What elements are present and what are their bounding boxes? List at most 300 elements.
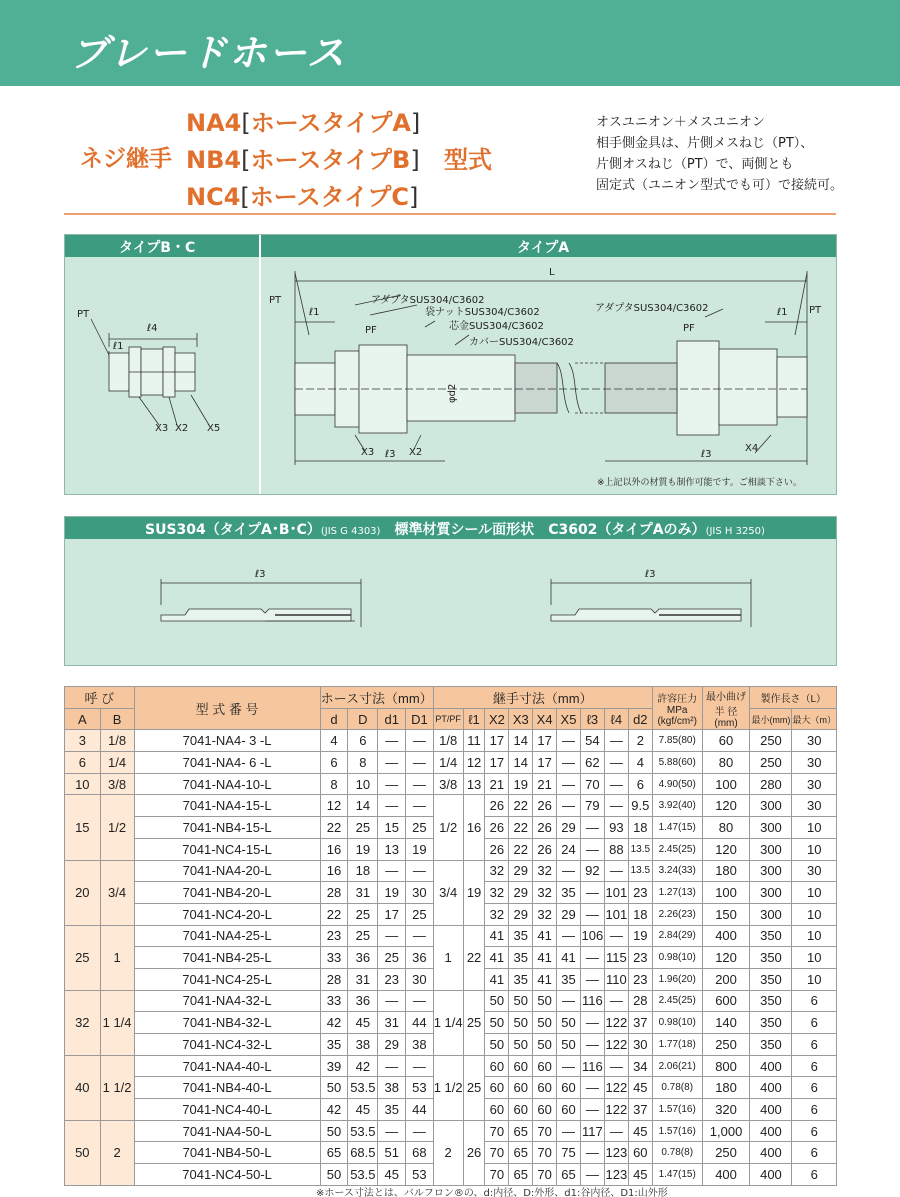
cell-pressure: 1.77(18) <box>652 1034 702 1056</box>
cell-d1: 35 <box>378 1099 406 1121</box>
cell-bend-radius: 400 <box>702 1164 750 1186</box>
cell-x4: 32 <box>533 882 557 904</box>
cell-D: 14 <box>348 795 378 817</box>
cell-l3: — <box>580 1142 604 1164</box>
cell-l3: — <box>580 817 604 839</box>
cell-D1: — <box>406 925 434 947</box>
title-type: ホースタイプA <box>250 109 411 137</box>
cell-lmax: 30 <box>792 730 837 752</box>
seal-shape-panel <box>64 516 837 666</box>
cell-l4: — <box>604 990 628 1012</box>
cell-pt: 1/2 <box>433 795 463 860</box>
cell-x5: 50 <box>557 1012 581 1034</box>
cell-bend-radius: 150 <box>702 903 750 925</box>
cell-x2: 50 <box>485 990 509 1012</box>
label-l1: ℓ1 <box>309 307 320 318</box>
cell-d: 50 <box>320 1077 348 1099</box>
cell-l4: 122 <box>604 1099 628 1121</box>
cell-l4: — <box>604 795 628 817</box>
table-row <box>65 730 837 752</box>
cell-x3: 60 <box>509 1055 533 1077</box>
fitting-drawing <box>65 235 838 496</box>
label-l3: ℓ3 <box>701 449 712 460</box>
cell-x5: — <box>557 773 581 795</box>
cell-x2: 70 <box>485 1120 509 1142</box>
cell-l3: 54 <box>580 730 604 752</box>
cell-D: 53.5 <box>348 1120 378 1142</box>
cell-pressure: 2.45(25) <box>652 838 702 860</box>
cell-x2: 70 <box>485 1164 509 1186</box>
cell-a: 40 <box>65 1055 101 1120</box>
cell-model: 7041-NB4-32-L <box>134 1012 320 1034</box>
cell-pressure: 1.96(20) <box>652 968 702 990</box>
cell-model: 7041-NC4-20-L <box>134 903 320 925</box>
cell-lmin: 300 <box>750 903 792 925</box>
cell-D1: 68 <box>406 1142 434 1164</box>
cell-bend-radius: 140 <box>702 1012 750 1034</box>
cell-b: 3/8 <box>100 773 134 795</box>
title-type: ホースタイプC <box>249 183 409 211</box>
cell-pressure: 2.26(23) <box>652 903 702 925</box>
cell-d2: 23 <box>628 968 652 990</box>
cell-d: 22 <box>320 903 348 925</box>
cell-x2: 32 <box>485 860 509 882</box>
cell-lmin: 400 <box>750 1120 792 1142</box>
th-d: d <box>320 708 348 730</box>
cell-bend-radius: 80 <box>702 817 750 839</box>
cell-d2: 13.5 <box>628 860 652 882</box>
cell-d2: 45 <box>628 1077 652 1099</box>
cell-d2: 18 <box>628 903 652 925</box>
cell-D1: 44 <box>406 1099 434 1121</box>
cell-bend-radius: 320 <box>702 1099 750 1121</box>
cell-lmax: 6 <box>792 1120 837 1142</box>
cell-lmin: 350 <box>750 947 792 969</box>
table-row <box>65 1055 837 1077</box>
cell-l1: 12 <box>463 752 485 774</box>
cell-l4: 123 <box>604 1142 628 1164</box>
cell-bend-radius: 250 <box>702 1034 750 1056</box>
cell-d1: 38 <box>378 1077 406 1099</box>
cell-pressure: 5.88(60) <box>652 752 702 774</box>
cell-lmin: 250 <box>750 730 792 752</box>
th-yobi: 呼 び <box>65 687 135 709</box>
jis-h-3250: (JIS H 3250) <box>705 526 765 537</box>
cell-model: 7041-NC4-25-L <box>134 968 320 990</box>
cell-D: 42 <box>348 1055 378 1077</box>
table-row <box>65 773 837 795</box>
title-prefix: ネジ継手 <box>80 146 172 172</box>
cell-d: 23 <box>320 925 348 947</box>
cell-x5: 60 <box>557 1099 581 1121</box>
cell-d: 50 <box>320 1164 348 1186</box>
cell-x3: 19 <box>509 773 533 795</box>
cell-l4: 110 <box>604 968 628 990</box>
cell-l4: 122 <box>604 1077 628 1099</box>
cell-d: 33 <box>320 947 348 969</box>
cell-d2: 4 <box>628 752 652 774</box>
cell-lmax: 10 <box>792 968 837 990</box>
cell-l1: 11 <box>463 730 485 752</box>
cell-d: 8 <box>320 773 348 795</box>
note-line: 片側オスねじ（PT）で、両側とも <box>596 157 794 172</box>
cell-lmax: 6 <box>792 1099 837 1121</box>
cell-lmin: 300 <box>750 860 792 882</box>
cell-pt: 1 <box>433 925 463 990</box>
cell-d1: 23 <box>378 968 406 990</box>
cell-d1: 13 <box>378 838 406 860</box>
table-row <box>65 925 837 947</box>
cell-x2: 60 <box>485 1055 509 1077</box>
cell-x3: 35 <box>509 925 533 947</box>
cell-lmax: 6 <box>792 1164 837 1186</box>
cell-d2: 2 <box>628 730 652 752</box>
cell-l1: 22 <box>463 925 485 990</box>
table-row <box>65 1120 837 1142</box>
cell-lmax: 10 <box>792 817 837 839</box>
title-type: ホースタイプB <box>250 146 411 174</box>
cell-x5: 24 <box>557 838 581 860</box>
cell-pressure: 3.24(33) <box>652 860 702 882</box>
cell-l1: 25 <box>463 990 485 1055</box>
cell-d1: 19 <box>378 882 406 904</box>
cell-lmin: 250 <box>750 752 792 774</box>
cell-D1: — <box>406 752 434 774</box>
th-x2: X2 <box>485 708 509 730</box>
cell-d: 42 <box>320 1099 348 1121</box>
cell-d1: 31 <box>378 1012 406 1034</box>
cell-d2: 13.5 <box>628 838 652 860</box>
cell-x2: 32 <box>485 903 509 925</box>
cell-d1: 17 <box>378 903 406 925</box>
cell-l1: 25 <box>463 1055 485 1120</box>
cell-D1: 36 <box>406 947 434 969</box>
cell-d: 42 <box>320 1012 348 1034</box>
cell-bend-radius: 100 <box>702 882 750 904</box>
cell-x3: 14 <box>509 752 533 774</box>
cell-b: 1/2 <box>100 795 134 860</box>
label-phi-d2: φd2 <box>447 383 458 403</box>
cell-x3: 22 <box>509 817 533 839</box>
cell-D1: 25 <box>406 903 434 925</box>
cell-model: 7041-NA4-32-L <box>134 990 320 1012</box>
cell-x4: 17 <box>533 752 557 774</box>
cell-l1: 13 <box>463 773 485 795</box>
cell-lmax: 10 <box>792 882 837 904</box>
cell-d: 28 <box>320 882 348 904</box>
th-pressure: 許容圧力 MPa (kgf/cm²) <box>652 687 702 730</box>
cell-a: 25 <box>65 925 101 990</box>
th-l4: ℓ4 <box>604 708 628 730</box>
table-row <box>65 860 837 882</box>
cell-lmin: 400 <box>750 1142 792 1164</box>
cell-b: 1 <box>100 925 134 990</box>
cell-d2: 23 <box>628 947 652 969</box>
cell-D: 25 <box>348 903 378 925</box>
cell-pressure: 4.90(50) <box>652 773 702 795</box>
cell-pt: 1 1/2 <box>433 1055 463 1120</box>
cell-l3: 106 <box>580 925 604 947</box>
label-pt: PT <box>77 309 90 320</box>
cell-D1: 53 <box>406 1077 434 1099</box>
cell-b: 2 <box>100 1120 134 1185</box>
cell-d1: — <box>378 925 406 947</box>
cell-x5: 41 <box>557 947 581 969</box>
cell-pressure: 2.45(25) <box>652 990 702 1012</box>
cell-lmin: 400 <box>750 1099 792 1121</box>
cell-x5: — <box>557 1120 581 1142</box>
cell-x4: 17 <box>533 730 557 752</box>
cell-a: 15 <box>65 795 101 860</box>
cell-a: 10 <box>65 773 101 795</box>
cell-pt: 1/4 <box>433 752 463 774</box>
cell-lmin: 350 <box>750 990 792 1012</box>
cell-l4: 122 <box>604 1034 628 1056</box>
cell-D: 10 <box>348 773 378 795</box>
cell-l4: 93 <box>604 817 628 839</box>
cell-pressure: 7.85(80) <box>652 730 702 752</box>
cell-model: 7041-NC4-40-L <box>134 1099 320 1121</box>
cell-D1: 30 <box>406 882 434 904</box>
cell-model: 7041-NA4-40-L <box>134 1055 320 1077</box>
cell-x3: 65 <box>509 1120 533 1142</box>
th-x3: X3 <box>509 708 533 730</box>
note-line: 固定式（ユニオン型式でも可）で接続可。 <box>596 178 844 193</box>
cell-d1: — <box>378 752 406 774</box>
label-l3: ℓ3 <box>255 569 266 580</box>
cell-bend-radius: 200 <box>702 968 750 990</box>
label-x4: X4 <box>745 443 759 454</box>
cell-model: 7041-NB4-50-L <box>134 1142 320 1164</box>
cell-bend-radius: 180 <box>702 860 750 882</box>
cell-pressure: 3.92(40) <box>652 795 702 817</box>
spec-table-body <box>65 730 837 1185</box>
cell-x4: 50 <box>533 1034 557 1056</box>
cell-l3: — <box>580 1034 604 1056</box>
cell-d2: 37 <box>628 1012 652 1034</box>
cell-x5: 65 <box>557 1164 581 1186</box>
cell-d1: — <box>378 730 406 752</box>
cell-pressure: 1.47(15) <box>652 1164 702 1186</box>
cell-l3: — <box>580 1164 604 1186</box>
cell-pressure: 0.98(10) <box>652 947 702 969</box>
cell-d2: 60 <box>628 1142 652 1164</box>
cell-pressure: 0.78(8) <box>652 1077 702 1099</box>
th-length: 製作長さ（L） <box>750 687 837 709</box>
cell-lmin: 300 <box>750 795 792 817</box>
cell-bend-radius: 400 <box>702 925 750 947</box>
cell-l3: — <box>580 1099 604 1121</box>
cell-l3: — <box>580 1012 604 1034</box>
cell-model: 7041-NA4-50-L <box>134 1120 320 1142</box>
connection-notes <box>596 112 876 196</box>
title-code: NB4 <box>186 146 242 174</box>
cell-x4: 26 <box>533 795 557 817</box>
cell-D1: — <box>406 795 434 817</box>
cell-x2: 17 <box>485 752 509 774</box>
cell-l1: 19 <box>463 860 485 925</box>
cell-x3: 22 <box>509 795 533 817</box>
th-l3: ℓ3 <box>580 708 604 730</box>
divider <box>64 213 836 215</box>
cell-x2: 41 <box>485 947 509 969</box>
cell-x3: 65 <box>509 1142 533 1164</box>
cell-D: 25 <box>348 817 378 839</box>
label-adapter-right: アダプタSUS304/C3602 <box>595 303 709 314</box>
cell-d2: 28 <box>628 990 652 1012</box>
cell-x5: — <box>557 795 581 817</box>
cell-lmax: 6 <box>792 1034 837 1056</box>
cell-lmax: 30 <box>792 773 837 795</box>
cell-pt: 2 <box>433 1120 463 1185</box>
header-banner <box>0 0 900 86</box>
cell-x3: 22 <box>509 838 533 860</box>
cell-x4: 60 <box>533 1099 557 1121</box>
th-x4: X4 <box>533 708 557 730</box>
cell-x5: 50 <box>557 1034 581 1056</box>
cell-d1: — <box>378 1055 406 1077</box>
cell-x4: 60 <box>533 1055 557 1077</box>
cell-d: 12 <box>320 795 348 817</box>
cell-pt: 1 1/4 <box>433 990 463 1055</box>
cell-D: 19 <box>348 838 378 860</box>
cell-x3: 65 <box>509 1164 533 1186</box>
cell-x5: — <box>557 925 581 947</box>
th-lmin: 最小(mm) <box>750 708 792 730</box>
cell-pressure: 0.78(8) <box>652 1142 702 1164</box>
cell-x5: 35 <box>557 882 581 904</box>
cell-l4: 88 <box>604 838 628 860</box>
cell-l3: — <box>580 968 604 990</box>
cell-l4: — <box>604 752 628 774</box>
cell-lmin: 300 <box>750 838 792 860</box>
cell-x2: 70 <box>485 1142 509 1164</box>
cell-x3: 35 <box>509 968 533 990</box>
table-row <box>65 795 837 817</box>
cell-pressure: 2.06(21) <box>652 1055 702 1077</box>
cell-x4: 41 <box>533 968 557 990</box>
cell-x2: 50 <box>485 1012 509 1034</box>
cell-d: 33 <box>320 990 348 1012</box>
cell-bend-radius: 250 <box>702 1142 750 1164</box>
cell-a: 50 <box>65 1120 101 1185</box>
cell-bend-radius: 120 <box>702 838 750 860</box>
label-l3: ℓ3 <box>645 569 656 580</box>
th-fitting: 継手寸法（mm） <box>433 687 652 709</box>
cell-l4: 101 <box>604 882 628 904</box>
cell-x2: 17 <box>485 730 509 752</box>
cell-l4: 122 <box>604 1012 628 1034</box>
cell-model: 7041-NA4-10-L <box>134 773 320 795</box>
cell-x4: 70 <box>533 1120 557 1142</box>
cell-D1: 30 <box>406 968 434 990</box>
seal-shape-title: 標準材質シール面形状 <box>380 522 549 538</box>
label-adapter: アダプタSUS304/C3602 <box>371 295 485 306</box>
label-pf: PF <box>683 323 695 334</box>
cell-x4: 50 <box>533 990 557 1012</box>
cell-l4: — <box>604 925 628 947</box>
cell-bend-radius: 800 <box>702 1055 750 1077</box>
th-D1: D1 <box>406 708 434 730</box>
jis-g-4303: (JIS G 4303) <box>320 526 381 537</box>
cell-d2: 23 <box>628 882 652 904</box>
cell-d2: 9.5 <box>628 795 652 817</box>
cell-lmax: 10 <box>792 838 837 860</box>
cell-bend-radius: 60 <box>702 730 750 752</box>
cell-model: 7041-NA4- 6 -L <box>134 752 320 774</box>
cell-x4: 70 <box>533 1164 557 1186</box>
cell-lmin: 350 <box>750 1034 792 1056</box>
cell-x2: 32 <box>485 882 509 904</box>
cell-l3: 116 <box>580 1055 604 1077</box>
cell-d2: 6 <box>628 773 652 795</box>
cell-D1: — <box>406 990 434 1012</box>
th-l1: ℓ1 <box>463 708 485 730</box>
cell-lmax: 6 <box>792 1012 837 1034</box>
cell-model: 7041-NC4-32-L <box>134 1034 320 1056</box>
title-line-nc4: NC4[ホースタイプC] <box>186 183 419 211</box>
cell-x2: 26 <box>485 817 509 839</box>
title-code: NC4 <box>186 183 241 211</box>
cell-d: 22 <box>320 817 348 839</box>
title-line-nb4: NB4[ホースタイプB] <box>186 146 420 174</box>
cell-b: 1/4 <box>100 752 134 774</box>
cell-pt: 1/8 <box>433 730 463 752</box>
cell-x5: 29 <box>557 817 581 839</box>
cell-x4: 32 <box>533 903 557 925</box>
cell-x5: 35 <box>557 968 581 990</box>
cell-a: 6 <box>65 752 101 774</box>
cell-x2: 50 <box>485 1034 509 1056</box>
cell-d2: 34 <box>628 1055 652 1077</box>
cell-d1: — <box>378 990 406 1012</box>
cell-l1: 26 <box>463 1120 485 1185</box>
cell-D: 45 <box>348 1012 378 1034</box>
th-hose: ホース寸法（mm） <box>320 687 433 709</box>
cell-x3: 60 <box>509 1099 533 1121</box>
cell-l3: — <box>580 1077 604 1099</box>
cell-x3: 50 <box>509 990 533 1012</box>
cell-D: 31 <box>348 882 378 904</box>
cell-x2: 26 <box>485 795 509 817</box>
cell-model: 7041-NC4-15-L <box>134 838 320 860</box>
label-pf: PF <box>365 325 377 336</box>
label-l1: ℓ1 <box>777 307 788 318</box>
cell-d1: 45 <box>378 1164 406 1186</box>
cell-d2: 37 <box>628 1099 652 1121</box>
cell-a: 3 <box>65 730 101 752</box>
cell-a: 32 <box>65 990 101 1055</box>
cell-x5: — <box>557 990 581 1012</box>
th-b: B <box>100 708 134 730</box>
cell-D1: 19 <box>406 838 434 860</box>
cell-lmax: 6 <box>792 1077 837 1099</box>
cell-l3: 117 <box>580 1120 604 1142</box>
cell-l4: — <box>604 730 628 752</box>
cell-x5: — <box>557 860 581 882</box>
cell-x2: 41 <box>485 925 509 947</box>
cell-D: 25 <box>348 925 378 947</box>
label-x2: X2 <box>175 423 189 434</box>
cell-x2: 21 <box>485 773 509 795</box>
th-a: A <box>65 708 101 730</box>
cell-lmin: 350 <box>750 968 792 990</box>
cell-d: 39 <box>320 1055 348 1077</box>
cell-lmin: 400 <box>750 1164 792 1186</box>
cell-D: 36 <box>348 947 378 969</box>
cell-model: 7041-NB4-15-L <box>134 817 320 839</box>
cell-d1: 51 <box>378 1142 406 1164</box>
